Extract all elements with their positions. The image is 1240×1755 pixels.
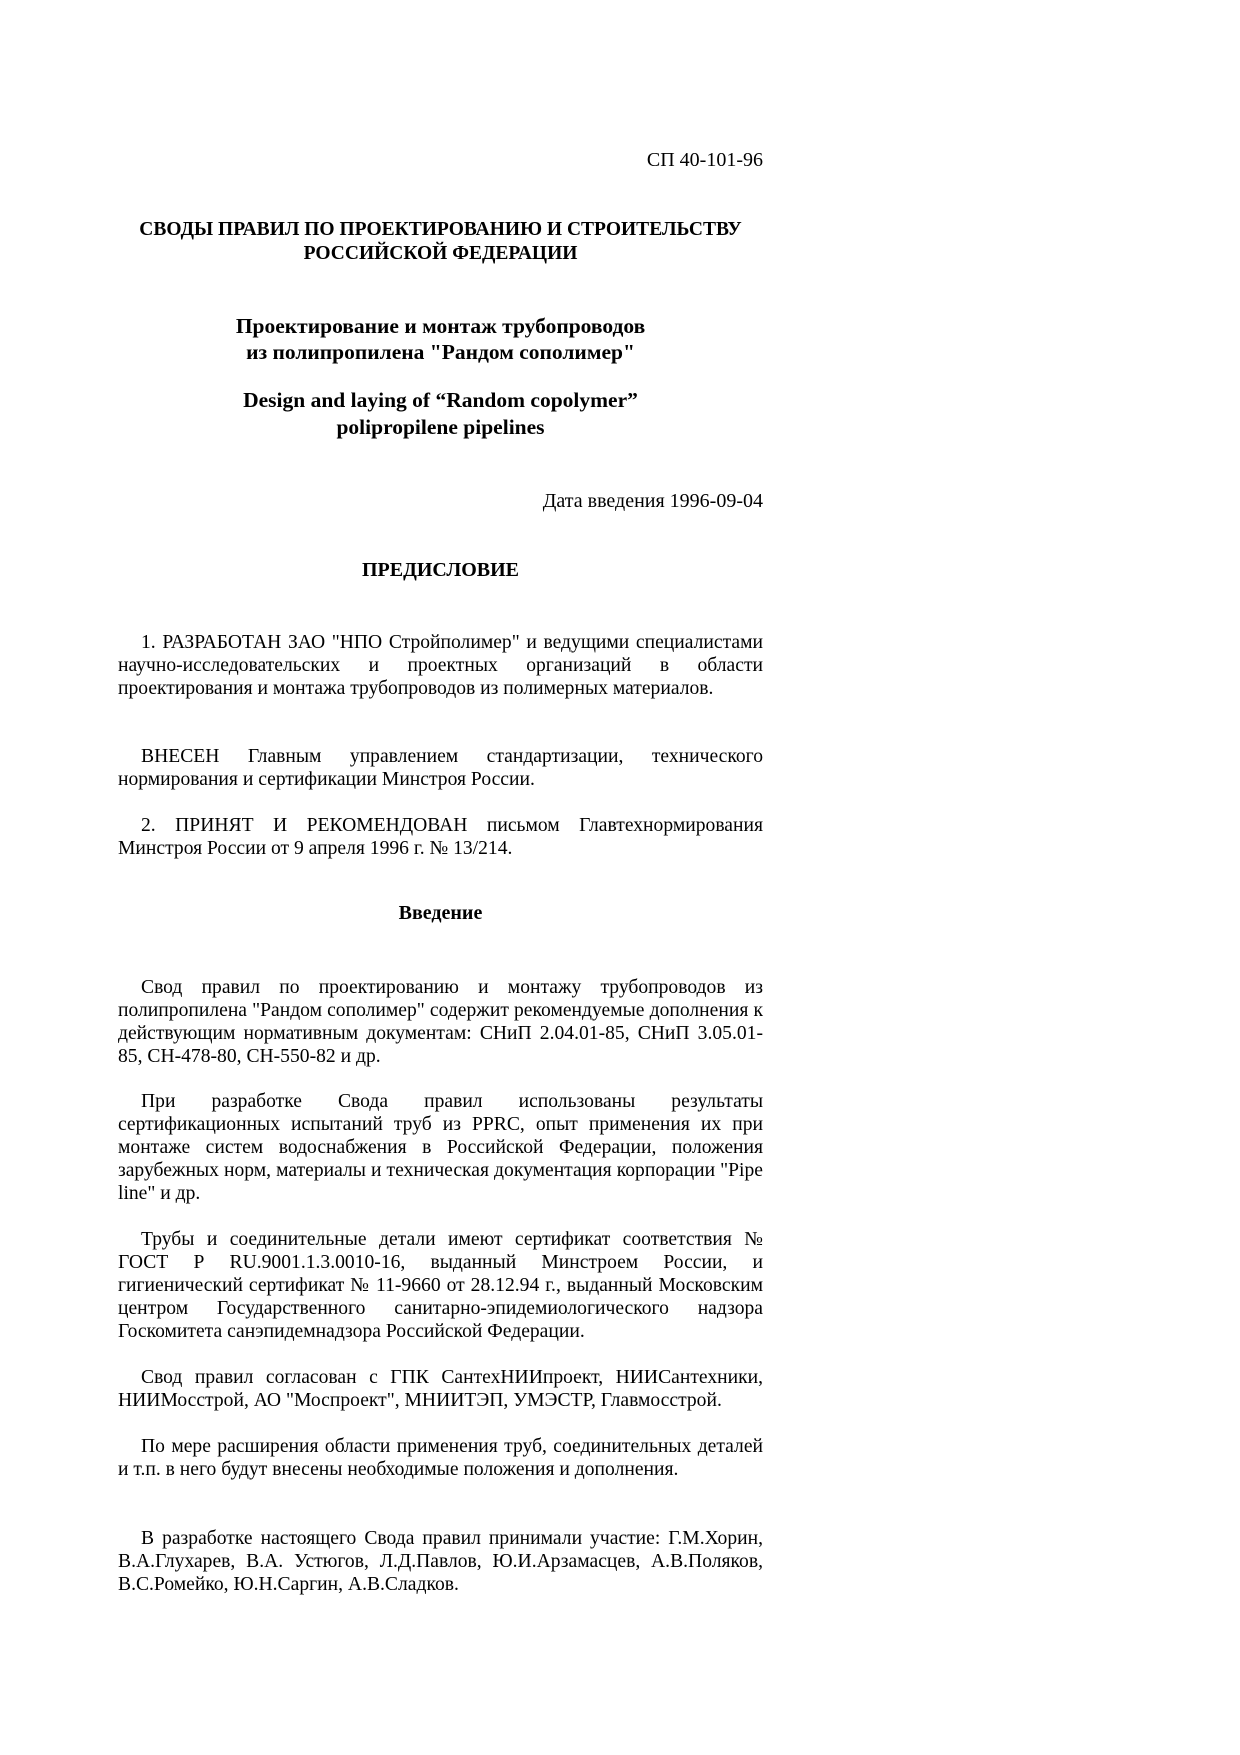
series-title-line-1: СВОДЫ ПРАВИЛ ПО ПРОЕКТИРОВАНИЮ И СТРОИТЕЛЬСТВУ — [139, 219, 742, 240]
introduction-paragraph-4: Свод правил согласован с ГПК СантехНИИпроект, НИИСантехники, НИИМосстрой, АО "Моспроект", МНИИТЭП, УМЭСТР, Главмосстрой. — [118, 1367, 763, 1411]
introduction-heading: Введение — [398, 902, 483, 924]
document-title-ru — [118, 313, 763, 365]
preface-paragraph-3: 2. ПРИНЯТ И РЕКОМЕНДОВАН письмом Главтехнормирования Минстроя России от 9 апреля 1996 г. № 13/214. — [118, 815, 763, 859]
title-en-line-2: polipropilene pipelines — [336, 415, 545, 439]
introduction-paragraph-2: При разработке Свода правил использованы результаты сертификационных испытаний труб из PPRC, опыт применения их при монтаже систем водоснабжения в Российской Федерации, положения зарубежных норм, материалы и техническая документация корпорации "Pipe line" и др. — [118, 1091, 763, 1204]
document-title-en — [118, 387, 763, 441]
introduction-paragraph-3: Трубы и соединительные детали имеют сертификат соответствия № ГОСТ Р RU.9001.1.3.0010-16, выданный Минстроем России, и гигиенический сертификат № 11-9660 от 28.12.94 г., выданный Московским центром Государственного санитарно-эпидемиологического надзора Госкомитета санэпидемнадзора Российской Федерации. — [118, 1229, 763, 1342]
preface-heading: ПРЕДИСЛОВИЕ — [361, 559, 520, 581]
title-ru-line-2: из полипропилена "Рандом сополимер" — [246, 340, 635, 364]
series-title — [118, 218, 763, 266]
introduction-date: Дата введения 1996-09-04 — [542, 490, 763, 512]
title-en-line-1: Design and laying of “Random copolymer” — [243, 388, 638, 412]
document-code: СП 40-101-96 — [646, 149, 763, 171]
preface-paragraph-1: 1. РАЗРАБОТАН ЗАО "НПО Стройполимер" и ведущими специалистами научно-исследовательских и проектных организаций в области проектирования и монтажа трубопроводов из полимерных материалов. — [118, 632, 763, 699]
series-title-line-2: РОССИЙСКОЙ ФЕДЕРАЦИИ — [303, 243, 578, 264]
introduction-paragraph-6: В разработке настоящего Свода правил принимали участие: Г.М.Хорин, В.А.Глухарев, В.А. Устюгов, Л.Д.Павлов, Ю.И.Арзамасцев, А.В.Поляков, В.С.Ромейко, Ю.Н.Саргин, А.В.Сладков. — [118, 1528, 763, 1595]
preface-paragraph-2: ВНЕСЕН Главным управлением стандартизации, технического нормирования и сертификации Минстроя России. — [118, 746, 763, 790]
introduction-paragraph-5: По мере расширения области применения труб, соединительных деталей и т.п. в него будут внесены необходимые положения и дополнения. — [118, 1436, 763, 1480]
title-ru-line-1: Проектирование и монтаж трубопроводов — [235, 314, 646, 338]
introduction-paragraph-1: Свод правил по проектированию и монтажу трубопроводов из полипропилена "Рандом сополимер" содержит рекомендуемые дополнения к действующим нормативным документам: СНиП 2.04.01-85, СНиП 3.05.01-85, СН-478-80, СН-550-82 и др. — [118, 977, 763, 1067]
